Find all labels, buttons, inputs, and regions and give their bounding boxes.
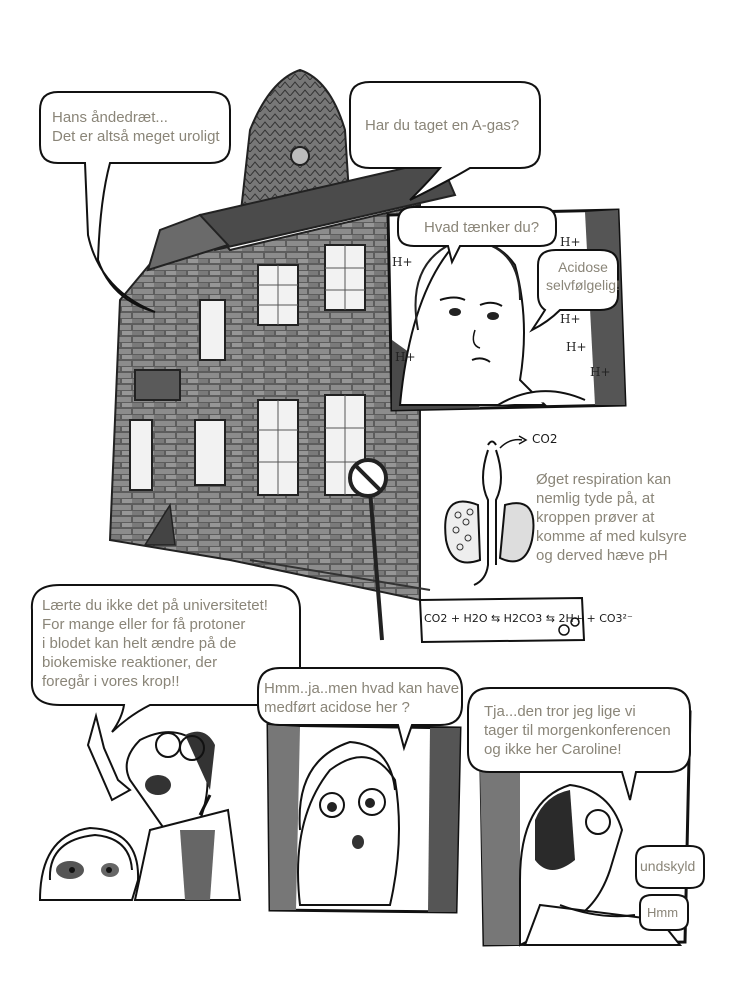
h-ion-label: H+ xyxy=(392,255,413,269)
h-ion-label: H+ xyxy=(560,312,581,326)
speech-text-question: Hvad tænker du? xyxy=(424,219,540,236)
speech-text-older-man: Tja...den tror jeg lige vi tager til morgenkonferencen og ikke her Caroline! xyxy=(484,703,671,758)
h-ion-label: H+ xyxy=(395,350,416,364)
panel-woman-worried xyxy=(268,725,460,912)
diagram-caption: Øget respiration kan nemlig tyde på, at kroppen prøver at komme af med kulsyre og derved hæve pH xyxy=(536,471,687,564)
speech-text-lecture: Lærte du ikke det på universitetet! For mange eller for få protoner i blodet kan helt ændre på de biokemiske reaktioner, der foregår i vores krop!! xyxy=(42,597,268,690)
h-ion-label: H+ xyxy=(590,365,611,379)
h-ion-label: H+ xyxy=(560,235,581,249)
speech-text-breathing: Hans åndedræt... Det er altså meget uroligt xyxy=(52,109,220,145)
speech-text-undskyld: undskyld xyxy=(640,858,696,874)
speech-text-worried: Hmm..ja..men hvad kan have medført acidose her ? xyxy=(264,680,460,716)
co2-label: CO2 xyxy=(532,432,558,446)
child-illustration xyxy=(40,828,138,900)
speech-text-a-gas: Har du taget en A-gas? xyxy=(365,117,520,134)
chemical-equation: CO2 + H2O ⇆ H2CO3 ⇆ 2H+ + CO3²⁻ xyxy=(424,612,633,625)
speech-text-hmm: Hmm xyxy=(647,905,679,920)
h-ion-label: H+ xyxy=(566,340,587,354)
speech-text-acidosis: Acidose selvfølgelig! xyxy=(546,259,620,293)
